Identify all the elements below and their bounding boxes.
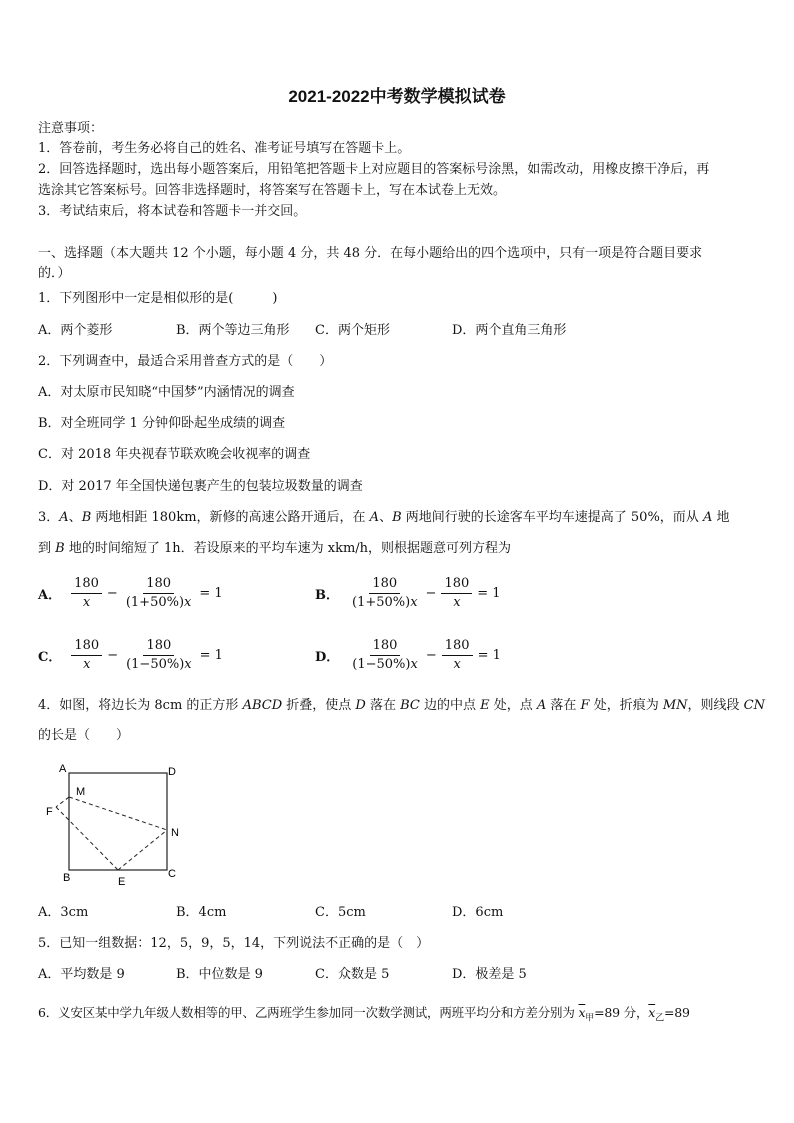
notice-item-1: 1．答卷前，考生务必将自己的姓名、准考证号填写在答题卡上。 bbox=[38, 141, 411, 156]
segment-fe bbox=[56, 807, 118, 870]
page-title: 2021-2022中考数学模拟试卷 bbox=[288, 87, 506, 106]
fraction: $\frac{180}{(1+50\%)x}$ bbox=[352, 576, 418, 610]
q2-stem: 2．下列调查中，最适合采用普查方式的是（ ） bbox=[38, 354, 333, 369]
label-f: F bbox=[46, 806, 53, 818]
q1-option-c: C．两个矩形 bbox=[315, 323, 390, 338]
q5-option-b: B．中位数是 9 bbox=[176, 967, 263, 982]
q2-option-c: C．对 2018 年央视春节联欢晚会收视率的调查 bbox=[38, 447, 311, 462]
q2-option-b: B．对全班同学 1 分钟仰卧起坐成绩的调查 bbox=[38, 416, 286, 431]
notice-item-2-line-1: 2．回答选择题时，选出每小题答案后，用铅笔把答题卡上对应题目的答案标号涂黑，如需改动，用橡皮擦干净后，再 bbox=[38, 162, 710, 177]
q2-option-a: A．对太原市民知晓“中国梦”内涵情况的调查 bbox=[38, 385, 295, 400]
q1-option-b: B．两个等边三角形 bbox=[176, 323, 290, 338]
label-e: E bbox=[118, 876, 126, 888]
fraction: $\frac{180}{(1+50\%)x}$ bbox=[125, 576, 192, 610]
label-m: M bbox=[76, 786, 86, 798]
label-c: C bbox=[168, 868, 176, 880]
q2-option-d: D．对 2017 年全国快递包裹产生的包装垃圾数量的调查 bbox=[38, 479, 363, 494]
option-label: D． bbox=[315, 650, 340, 665]
label-a: A bbox=[59, 763, 67, 775]
q4-option-a: A．3cm bbox=[38, 905, 89, 920]
q4-option-b: B．4cm bbox=[176, 905, 227, 920]
q3-option-b: B． $\frac{180}{(1+50\%)x}$ − $\frac{180}{x}$ = 1 bbox=[315, 576, 501, 610]
label-d: D bbox=[168, 766, 176, 778]
option-label: B． bbox=[315, 588, 339, 603]
q5-option-a: A．平均数是 9 bbox=[38, 967, 125, 982]
q3-option-a: A． $\frac{180}{x}$ − $\frac{180}{(1+50\%)x}$ = 1 bbox=[38, 576, 223, 610]
segment-en bbox=[118, 830, 167, 870]
q5-stem: 5．已知一组数据：12，5，9，5，14，下列说法不正确的是（ ） bbox=[38, 936, 430, 951]
section-heading-line-2: 的．） bbox=[38, 266, 71, 281]
fold-line-mn bbox=[69, 797, 167, 830]
q4-option-d: D．6cm bbox=[452, 905, 504, 920]
q6-stem: 6．义安区某中学九年级人数相等的甲、乙两班学生参加同一次数学测试，两班平均分和方差分别为 $\overline{x}_甲=89$ 分，$\overline{x}_乙=89$ bbox=[38, 1005, 690, 1024]
notice-item-3: 3．考试结束后，将本试卷和答题卡一并交回。 bbox=[38, 204, 307, 219]
q4-figure bbox=[40, 760, 190, 890]
section-heading-line-1: 一、选择题（本大题共 12 个小题，每小题 4 分，共 48 分．在每小题给出的四个选项中，只有一项是符合题目要求 bbox=[38, 246, 703, 261]
q1-stem: 1．下列图形中一定是相似形的是( ) bbox=[38, 291, 278, 306]
q4-option-c: C．5cm bbox=[315, 905, 366, 920]
fraction: $\frac{180}{x}$ bbox=[71, 637, 102, 674]
label-n: N bbox=[171, 827, 179, 839]
q3-option-c: C． $\frac{180}{x}$ − $\frac{180}{(1-50\%)x}$ = 1 bbox=[38, 638, 223, 672]
option-label: C． bbox=[38, 650, 62, 665]
q3-stem-line-2: 到 B 地的时间缩短了 1h．若设原来的平均车速为 xkm/h，则根据题意可列方程为 bbox=[38, 541, 512, 556]
q4-stem-line-1: 4．如图，将边长为 8cm 的正方形 ABCD 折叠，使点 D 落在 BC 边的中点 E 处，点 A 落在 F 处，折痕为 MN，则线段 CN bbox=[38, 698, 765, 713]
fraction: $\frac{180}{x}$ bbox=[442, 637, 473, 674]
q1-option-a: A．两个菱形 bbox=[38, 323, 113, 338]
label-b: B bbox=[63, 872, 71, 884]
fraction: $\frac{180}{x}$ bbox=[71, 575, 102, 612]
notice-heading: 注意事项： bbox=[38, 121, 104, 136]
fraction: $\frac{180}{(1-50\%)x}$ bbox=[352, 638, 418, 672]
q4-stem-line-2: 的长是（ ） bbox=[38, 728, 130, 743]
option-label: A． bbox=[38, 588, 62, 603]
q3-option-d: D． $\frac{180}{(1-50\%)x}$ − $\frac{180}{x}$ = 1 bbox=[315, 638, 501, 672]
segment-mf bbox=[56, 797, 69, 807]
q1-option-d: D．两个直角三角形 bbox=[452, 323, 567, 338]
notice-item-2-line-2: 选涂其它答案标号。回答非选择题时，将答案写在答题卡上，写在本试卷上无效。 bbox=[38, 183, 507, 198]
fraction: $\frac{180}{x}$ bbox=[441, 575, 472, 612]
fraction: $\frac{180}{(1-50\%)x}$ bbox=[126, 638, 192, 672]
q3-stem-line-1: 3．A、B 两地相距 180km，新修的高速公路开通后，在 A、B 两地间行驶的长途客车平均车速提高了 50%，而从 A 地 bbox=[38, 510, 730, 525]
q5-option-c: C．众数是 5 bbox=[315, 967, 390, 982]
q5-option-d: D．极差是 5 bbox=[452, 967, 527, 982]
